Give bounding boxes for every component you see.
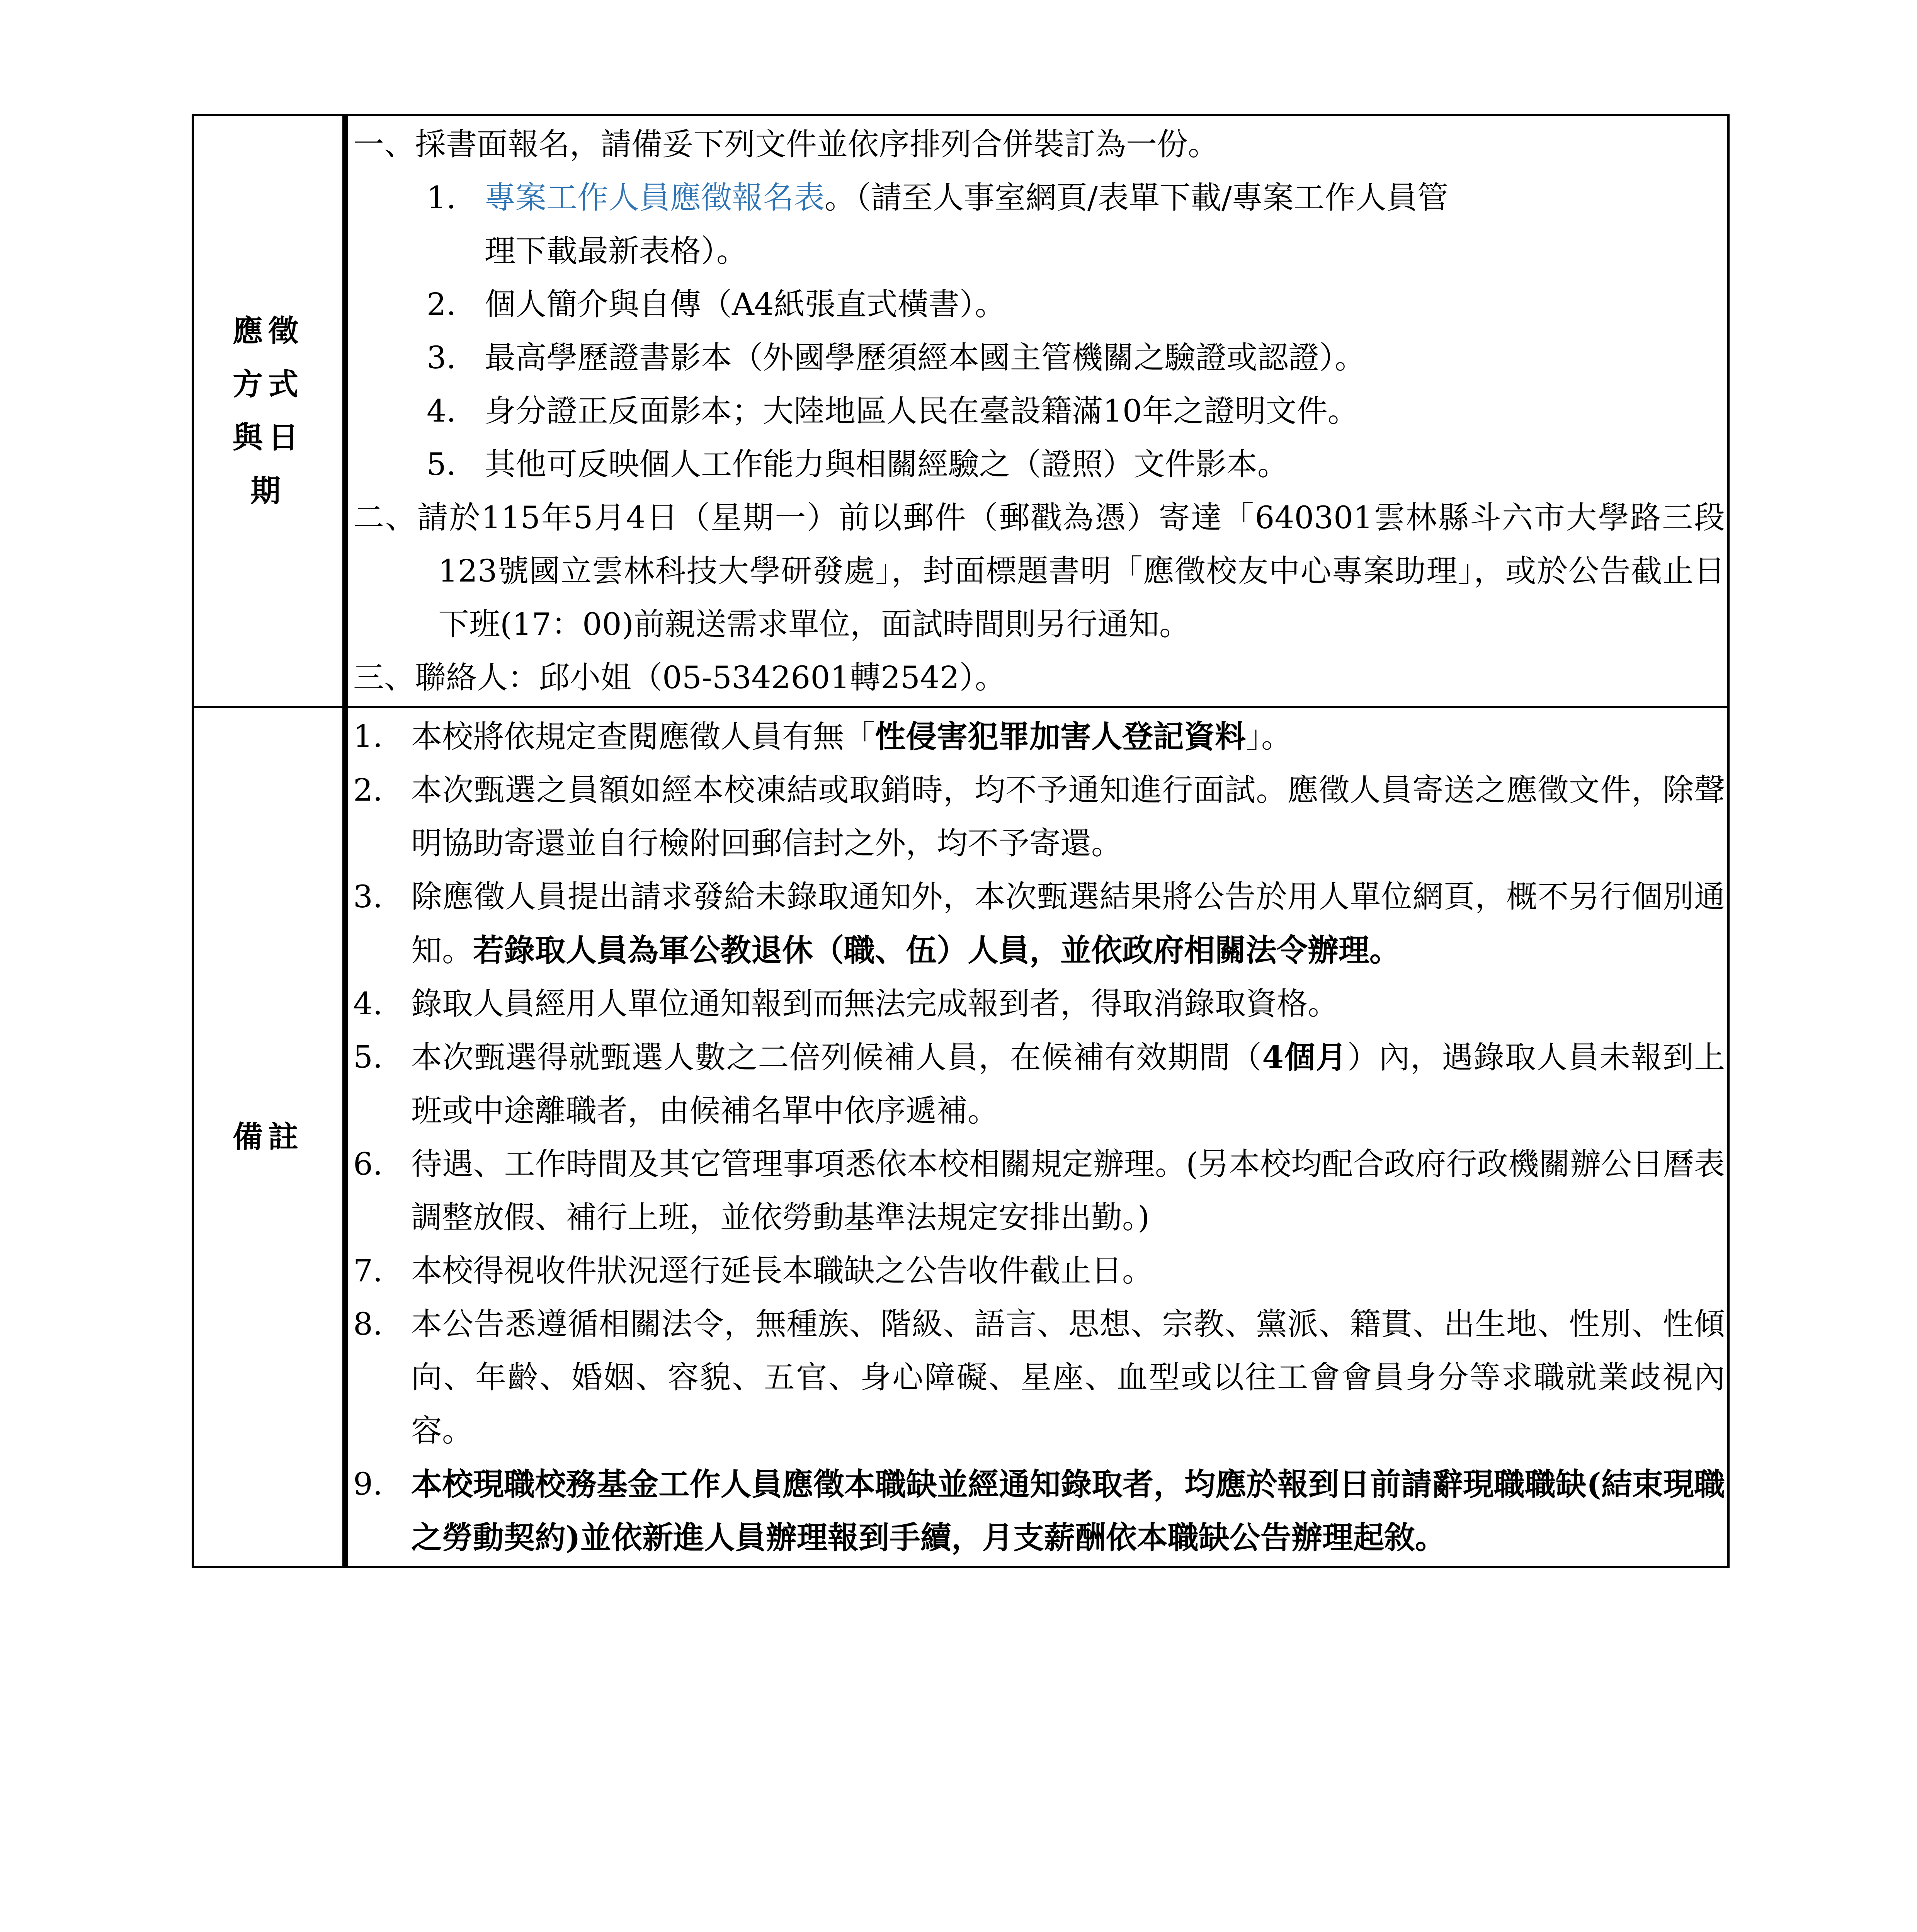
note-number: 3.	[353, 879, 383, 915]
note-item	[353, 1458, 1725, 1564]
note-text	[411, 710, 1725, 764]
note-item	[353, 710, 1725, 764]
note-text: 待遇、工作時間及其它管理事項悉依本校相關規定辦理。(另本校均配合政府行政機關辦公日曆表調整放假、補行上班，並依勞動基準法規定安排出勤。)	[411, 1146, 1725, 1235]
document-item	[353, 278, 1725, 331]
application-row	[193, 115, 1728, 707]
item-1-text: 採書面報名，請備妥下列文件並依序排列合併裝訂為一份。	[415, 126, 1219, 162]
remarks-label-text: 備註	[232, 1119, 304, 1155]
remarks-content	[345, 707, 1728, 1567]
item-2-text: 請於115年5月4日（星期一）前以郵件（郵戳為憑）寄達「640301雲林縣斗六市大學路三段123號國立雲林科技大學研發處」，封面標題書明「應徵校友中心專案助理」，或於公告截止日下班(17：00)前親送需求單位，面試時間則另行通知。	[417, 500, 1725, 642]
note-number: 7.	[353, 1253, 383, 1289]
application-label-line: 應徵	[232, 313, 304, 349]
note-number: 9.	[353, 1466, 383, 1502]
note-number: 6.	[353, 1146, 383, 1182]
document-item	[353, 331, 1725, 384]
application-label-line: 與日	[232, 420, 304, 455]
document-text: 最高學歷證書影本（外國學歷須經本國主管機關之驗證或認證）。	[485, 340, 1366, 376]
note-item	[353, 764, 1725, 870]
note-text: 本公告悉遵循相關法令，無種族、階級、語言、思想、宗教、黨派、籍貫、出生地、性別、性傾向、年齡、婚姻、容貌、五官、身心障礙、星座、血型或以往工會會員身分等求職就業歧視內容。	[411, 1306, 1725, 1449]
note-text: 本校得視收件狀況逕行延長本職缺之公告收件截止日。	[411, 1253, 1153, 1289]
document-text: 個人簡介與自傳（A4紙張直式橫書）。	[485, 286, 1006, 322]
item-3	[353, 651, 1725, 704]
document-item	[353, 384, 1725, 438]
contact-text: 聯絡人：邱小姐（05-5342601轉2542）。	[415, 660, 1006, 696]
note-text-part: 除應徵人員提出請求發給未錄取通知外，本次甄選結果將公告於用人單位網頁，概不另行個別通知。	[411, 879, 1725, 968]
note-number: 8.	[353, 1306, 383, 1342]
note-number: 2.	[353, 772, 383, 808]
application-label-line: 期	[250, 473, 286, 509]
note-emphasis: 若錄取人員為軍公教退休（職、伍）人員，並依政府相關法令辦理。	[473, 932, 1400, 968]
note-item	[353, 1031, 1725, 1138]
document-number: 1.	[427, 180, 456, 216]
item-2-marker: 二、	[353, 500, 417, 536]
remarks-row	[193, 707, 1728, 1567]
application-label	[193, 115, 345, 707]
document-number: 3.	[427, 340, 456, 376]
note-item	[353, 1298, 1725, 1458]
note-item	[353, 1244, 1725, 1298]
item-1	[353, 118, 1725, 171]
note-item	[353, 977, 1725, 1031]
note-text-part: 本校將依規定查閱應徵人員有無「	[411, 719, 875, 755]
application-label-line: 方式	[232, 367, 304, 402]
note-number: 4.	[353, 986, 383, 1022]
item-3-marker: 三、	[353, 660, 415, 696]
document-item	[353, 171, 1725, 224]
note-text-part: 」。	[1246, 719, 1292, 755]
document-number: 2.	[427, 286, 456, 322]
document-text: 其他可反映個人工作能力與相關經驗之（證照）文件影本。	[485, 446, 1288, 482]
note-text	[411, 870, 1725, 977]
note-number: 5.	[353, 1039, 383, 1075]
note-number: 1.	[353, 718, 383, 754]
document-number: 4.	[427, 393, 456, 429]
note-item	[353, 870, 1725, 977]
application-content	[345, 115, 1728, 707]
document-text: 身分證正反面影本；大陸地區人民在臺設籍滿10年之證明文件。	[485, 393, 1359, 429]
remarks-label	[193, 707, 345, 1567]
note-text	[411, 1031, 1725, 1138]
item-1-marker: 一、	[353, 126, 415, 162]
note-text: 錄取人員經用人單位通知報到而無法完成報到者，得取消錄取資格。	[411, 986, 1339, 1022]
application-form-link[interactable]: 專案工作人員應徵報名表	[485, 180, 825, 216]
note-emphasis: 4個月	[1262, 1039, 1347, 1075]
document-number: 5.	[427, 446, 456, 482]
document-text-continued: 理下載最新表格）。	[485, 233, 747, 269]
note-emphasis: 性侵害犯罪加害人登記資料	[875, 718, 1246, 755]
note-item	[353, 1138, 1725, 1244]
note-emphasis: 本校現職校務基金工作人員應徵本職缺並經通知錄取者，均應於報到日前請辭現職職缺(結束現職之勞動契約)並依新進人員辦理報到手續，月支薪酬依本職缺公告辦理起敘。	[411, 1466, 1725, 1556]
note-text-part: 本次甄選得就甄選人數之二倍列候補人員，在候補有效期間（	[411, 1039, 1262, 1075]
document-text: 。（請至人事室網頁/表單下載/專案工作人員管	[825, 180, 1448, 216]
document-item	[353, 438, 1725, 491]
note-text: 本次甄選之員額如經本校凍結或取銷時，均不予通知進行面試。應徵人員寄送之應徵文件，除聲明協助寄還並自行檢附回郵信封之外，均不予寄還。	[411, 772, 1725, 861]
announcement-table	[192, 114, 1730, 1568]
note-text-part: ）內，遇錄取人員未報到上班或中途離職者，由候補名單中依序遞補。	[411, 1039, 1725, 1129]
item-2	[353, 491, 1725, 651]
